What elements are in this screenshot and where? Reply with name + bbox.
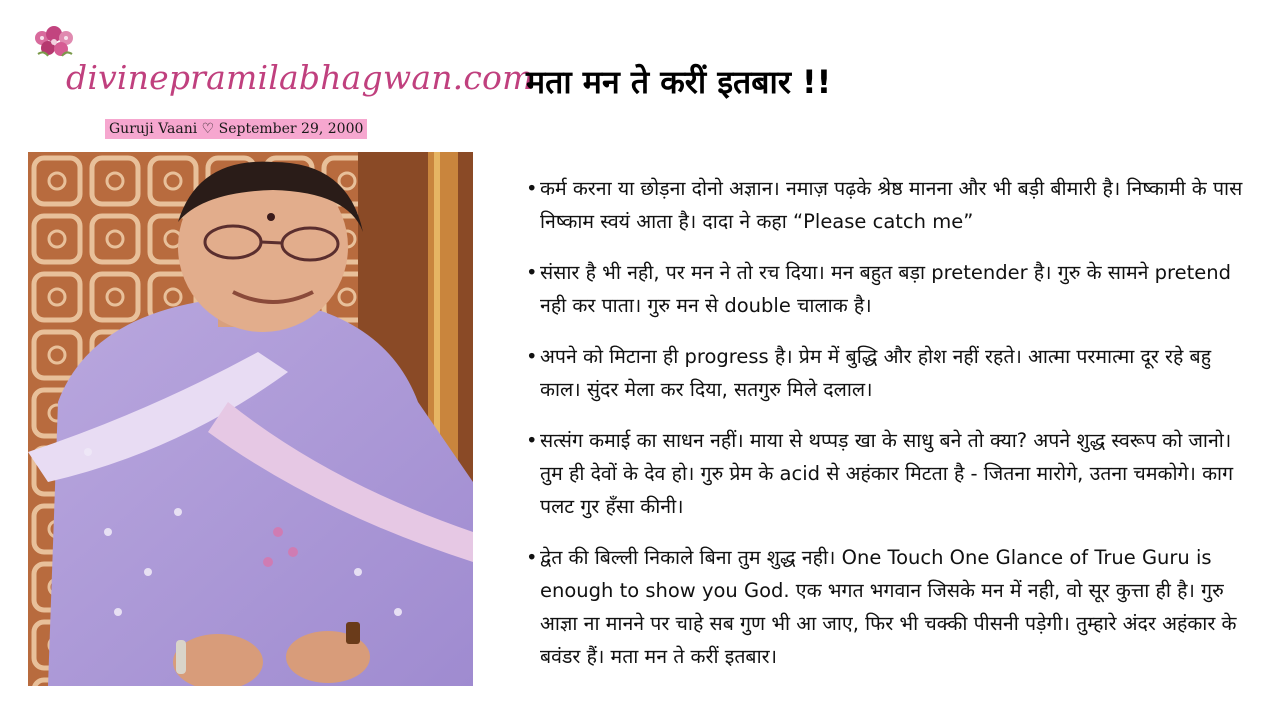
- bullet-icon: •: [526, 177, 538, 200]
- list-item: [526, 340, 1256, 406]
- list-item: [526, 172, 1256, 238]
- list-item: [526, 256, 1256, 322]
- bullet-icon: •: [526, 261, 538, 284]
- portrait-photo: [28, 152, 473, 686]
- list-item-text: कर्म करना या छोड़ना दोनो अज्ञान। नमाज़ पढ़के श्रेष्ठ मानना और भी बड़ी बीमारी है। निष्कामी के पास निष्काम स्वयं आता है। दादा ने कहा “Please catch me”: [540, 177, 1243, 233]
- bullet-icon: •: [526, 345, 538, 368]
- list-item-text: संसार है भी नही, पर मन ने तो रच दिया। मन बहुत बड़ा pretender है। गुरु के सामने pretend नही कर पाता। गुरु मन से double चालाक है।: [540, 261, 1232, 317]
- list-item: [526, 541, 1256, 673]
- list-item-text: अपने को मिटाना ही progress है। प्रेम में बुद्धि और होश नहीं रहते। आत्मा परमात्मा दूर रहे बहु काल। सुंदर मेला कर दिया, सतगुरु मिले दलाल।: [540, 345, 1212, 401]
- bullet-icon: •: [526, 546, 538, 569]
- list-item-text: सत्संग कमाई का साधन नहीं। माया से थप्पड़ खा के साधु बने तो क्या? अपने शुद्ध स्वरूप को जानो। तुम ही देवों के देव हो। गुरु प्रेम के acid से अहंकार मिटता है - जितना मारोगे, उतना चमकोगे। काग पलट गुर हँसा कीनी।: [540, 429, 1234, 518]
- site-name: divinepramilabhagwan.com: [66, 58, 534, 97]
- list-item: [526, 424, 1256, 523]
- bullet-icon: •: [526, 429, 538, 452]
- page-title: मता मन ते करीं इतबार !!: [526, 63, 832, 101]
- content-list: [526, 172, 1256, 691]
- date-badge: Guruji Vaani ♡ September 29, 2000: [105, 119, 367, 139]
- list-item-text: द्वेत की बिल्ली निकाले बिना तुम शुद्ध नही। One Touch One Glance of True Guru is enough to show you God. एक भगत भगवान जिसके मन में नही, वो सूर कुत्ता ही है। गुरु आज्ञा ना मानने पर चाहे सब गुण भी आ जाए, फिर भी चक्की पीसनी पड़ेगी। तुम्हारे अंदर अहंकार के बवंडर हैं। मता मन ते करीं इतबार।: [540, 546, 1237, 668]
